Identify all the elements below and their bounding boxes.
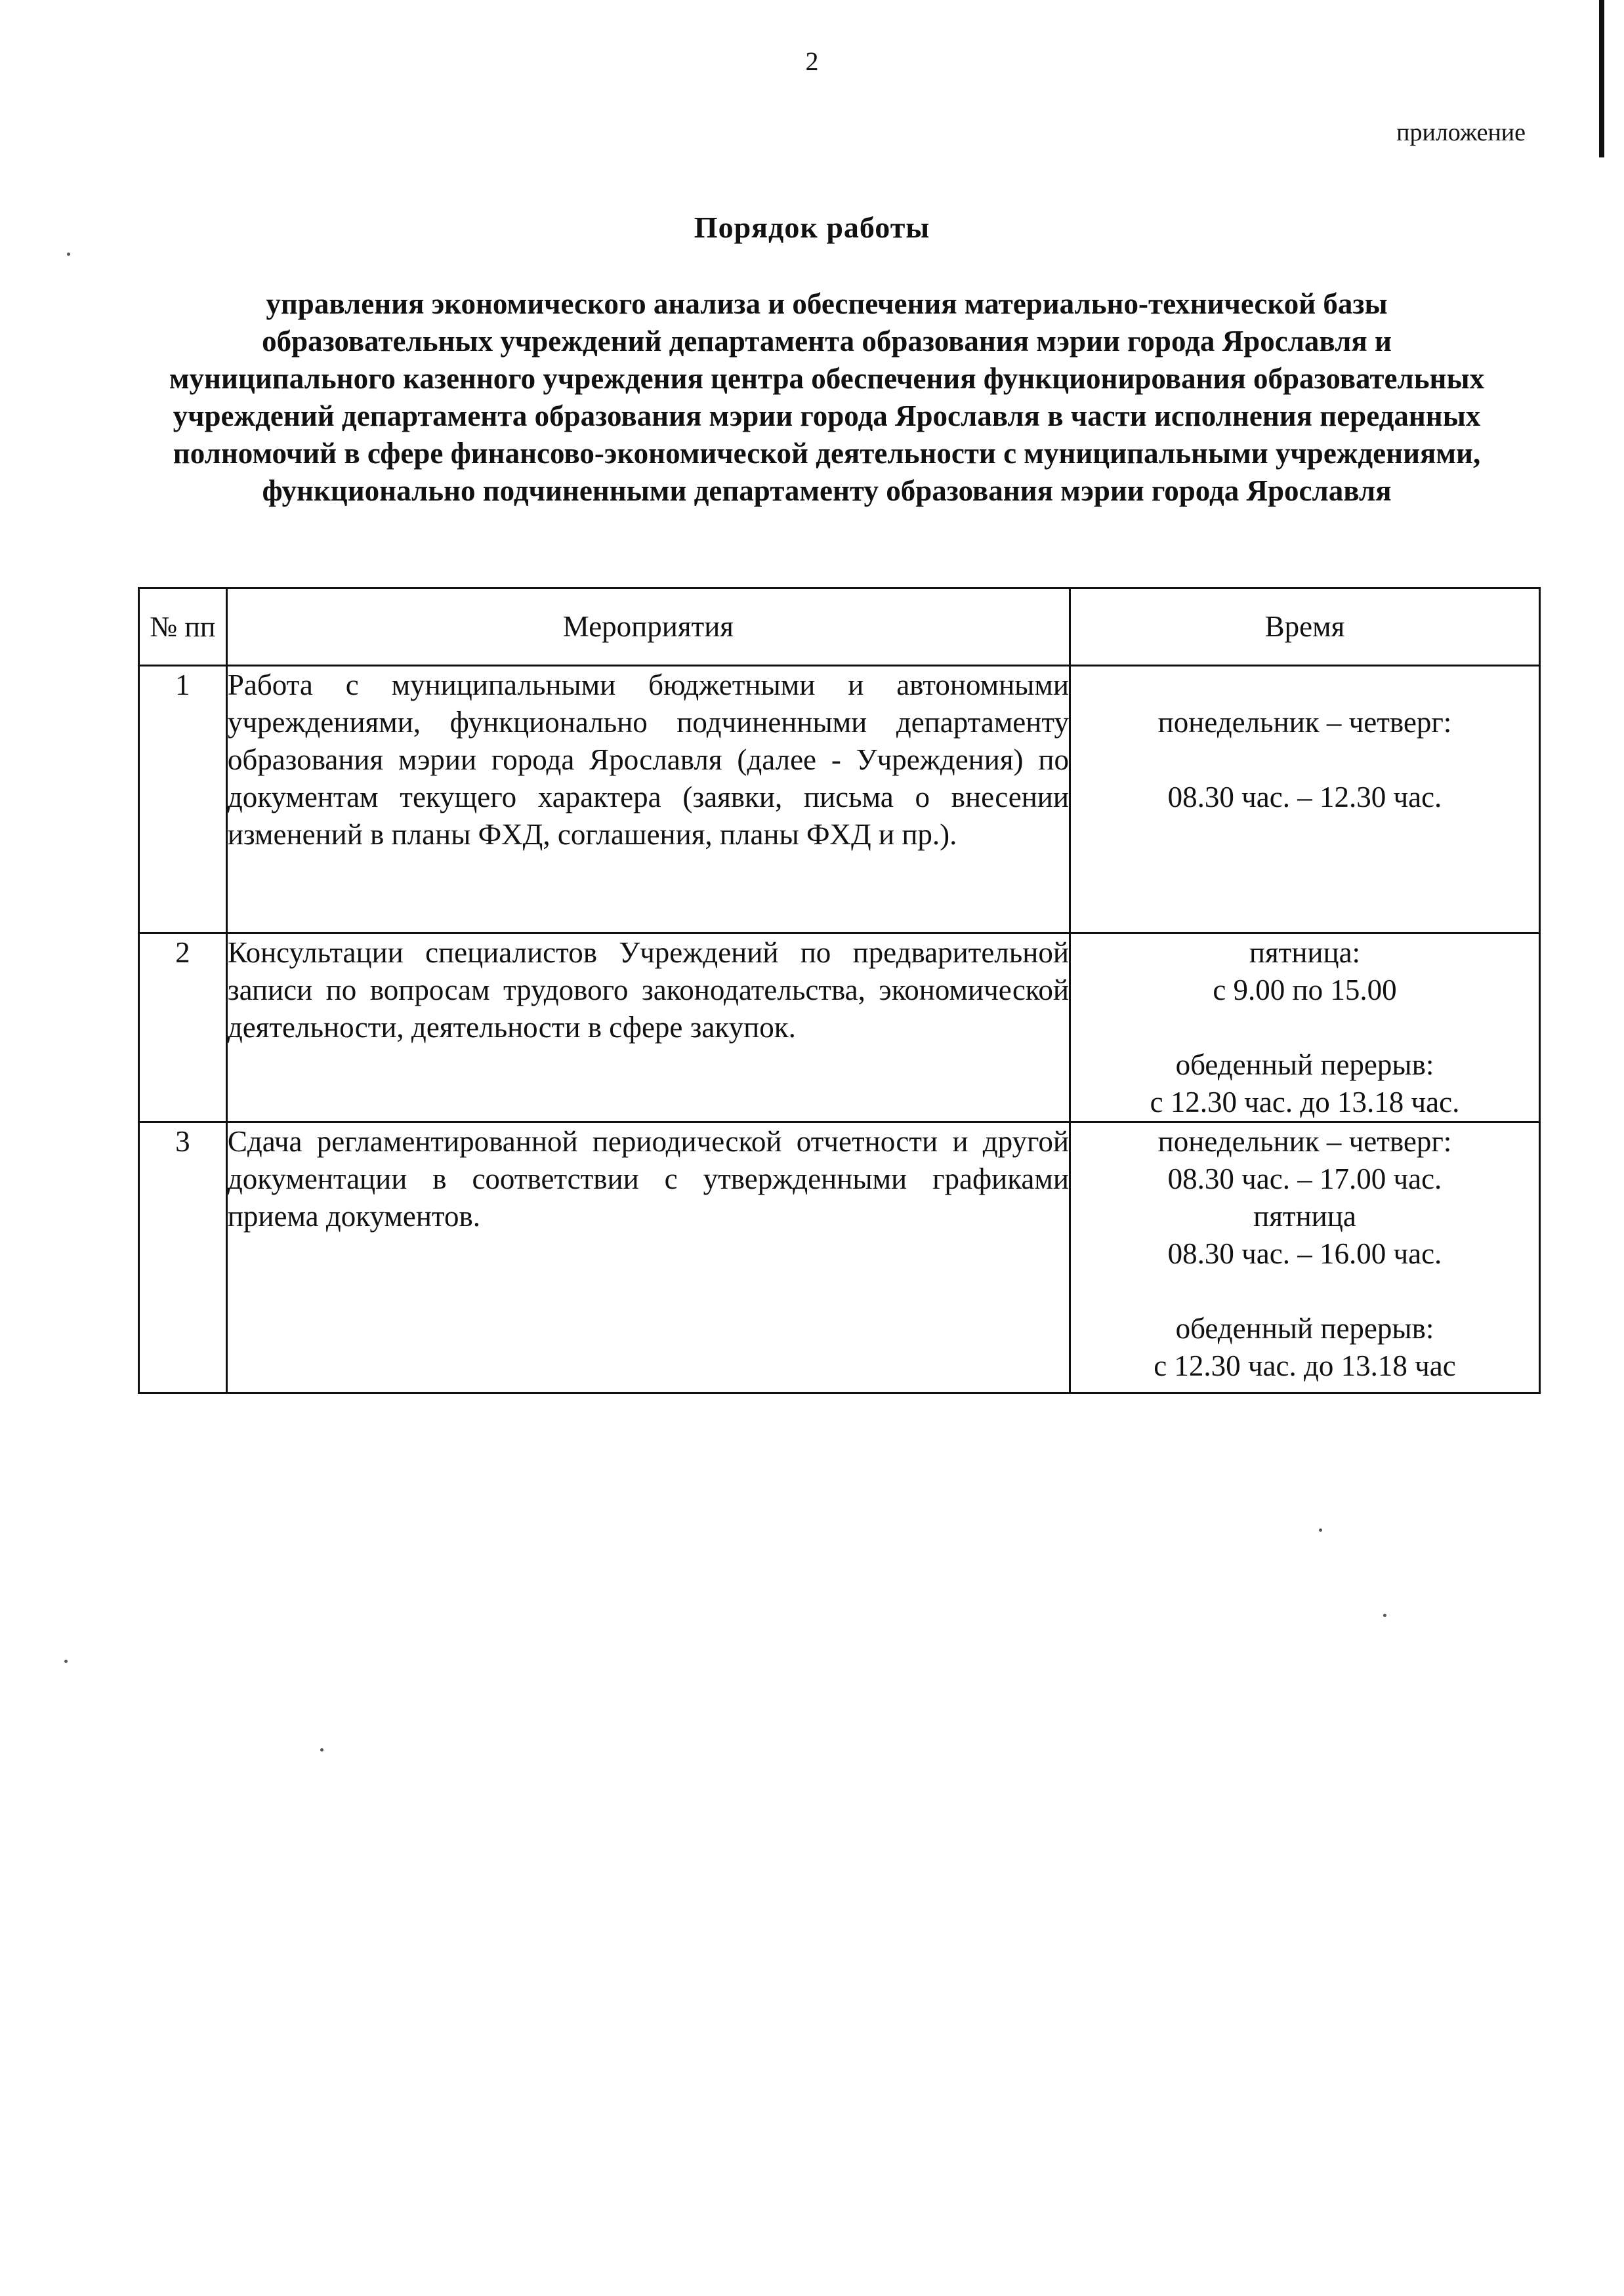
page-number: 2 xyxy=(805,47,819,76)
scan-speck xyxy=(320,1748,323,1752)
document-subtitle: управления экономического анализа и обеспечения материально-технической базы образовательных учреждений департамента образования мэрии города Ярославля и муниципального казенного учреждения центра обеспечения функционирования образовательных учреждений департамента образования мэрии города Ярославля в части исполнения переданных полномочий в сфере финансово-экономической деятельности с муниципальными учреждениями, функционально подчиненными департаменту образования мэрии города Ярославля xyxy=(169,287,1485,507)
scan-speck xyxy=(64,1660,68,1663)
scan-edge-mark xyxy=(1599,0,1604,157)
document-title: Порядок работы xyxy=(694,211,930,244)
table-row xyxy=(139,1122,1540,1393)
time-line: с 9.00 по 15.00 xyxy=(1213,974,1397,1006)
scan-speck xyxy=(1383,1614,1386,1617)
row-event: Консультации специалистов Учреждений по предварительной записи по вопросам трудового законодательства, экономической деятельности, деятельности в сфере закупок. xyxy=(226,933,1070,1122)
row-number: 3 xyxy=(139,1122,227,1393)
table-row xyxy=(139,666,1540,933)
row-event: Сдача регламентированной периодической отчетности и другой документации в соответствии с утвержденными графиками приема документов. xyxy=(226,1122,1070,1393)
time-line: пятница: xyxy=(1249,936,1361,969)
scan-speck xyxy=(1319,1528,1322,1532)
header-event: Мероприятия xyxy=(226,588,1070,666)
header-num: № пп xyxy=(139,588,227,666)
row-number: 2 xyxy=(139,933,227,1122)
time-line xyxy=(1071,1009,1539,1046)
time-line: 08.30 час. – 12.30 час. xyxy=(1167,781,1442,813)
time-line: пятница xyxy=(1253,1200,1356,1233)
schedule-table xyxy=(138,587,1541,1394)
table-header-row xyxy=(139,588,1540,666)
time-line: обеденный перерыв: xyxy=(1175,1312,1434,1345)
table-row xyxy=(139,933,1540,1122)
time-line: 08.30 час. – 16.00 час. xyxy=(1167,1237,1442,1270)
time-line: 08.30 час. – 17.00 час. xyxy=(1167,1162,1442,1195)
time-line xyxy=(1071,1273,1539,1310)
row-event: Работа с муниципальными бюджетными и автономными учреждениями, функционально подчиненными департаменту образования мэрии города Ярославля (далее - Учреждения) по документам текущего характера (заявки, письма о внесении изменений в планы ФХД, соглашения, планы ФХД и пр.). xyxy=(226,666,1070,933)
row-time xyxy=(1070,933,1539,1122)
time-line xyxy=(1071,666,1539,704)
time-line: понедельник – четверг: xyxy=(1157,1125,1452,1158)
row-time xyxy=(1070,666,1539,933)
time-line: с 12.30 час. до 13.18 час xyxy=(1154,1349,1456,1382)
header-time: Время xyxy=(1070,588,1539,666)
scan-speck xyxy=(67,253,70,256)
time-line xyxy=(1071,741,1539,779)
row-time xyxy=(1070,1122,1539,1393)
row-number: 1 xyxy=(139,666,227,933)
time-line: понедельник – четверг: xyxy=(1157,706,1452,739)
appendix-label: приложение xyxy=(1396,119,1526,146)
time-line: обеденный перерыв: xyxy=(1175,1048,1434,1081)
time-line: с 12.30 час. до 13.18 час. xyxy=(1150,1086,1460,1118)
